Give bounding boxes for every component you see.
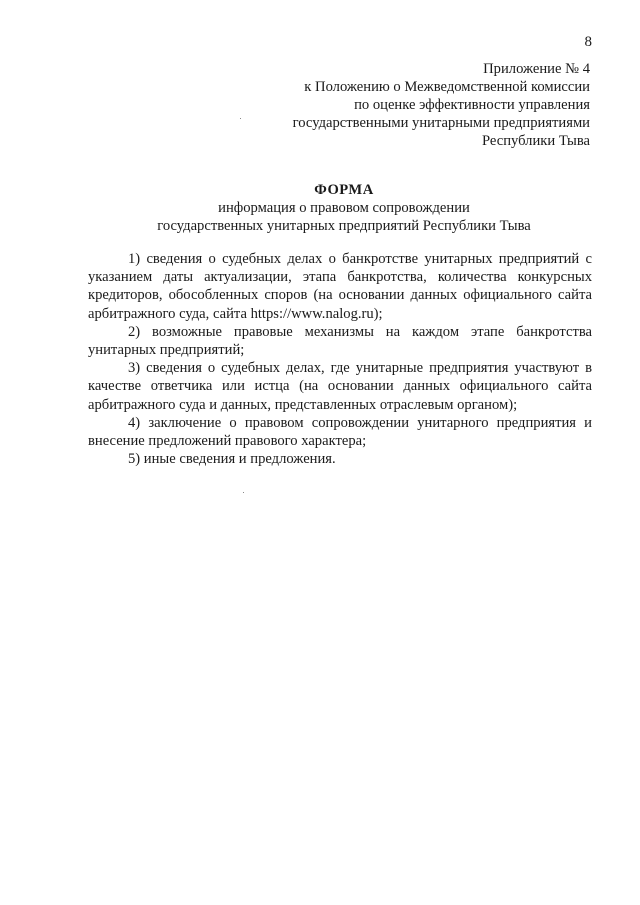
- page-number: 8: [584, 34, 592, 50]
- form-subtitle-line: государственных унитарных предприятий Республики Тыва: [157, 218, 531, 234]
- form-heading: ФОРМА: [314, 182, 374, 198]
- appendix-line: Республики Тыва: [481, 133, 590, 149]
- form-subtitle-line: информация о правовом сопровождении: [218, 200, 470, 216]
- appendix-line: Приложение № 4: [483, 61, 590, 77]
- form-item: 3) сведения о судебных делах, где унитарные предприятия участвуют в качестве ответчика или истца (на основании данных официального сайта арбитражного суда и данных, представленных отраслевым органом);: [88, 360, 592, 413]
- form-item: 1) сведения о судебных делах о банкротстве унитарных предприятий с указанием даты актуализации, этапа банкротства, количества конкурсных кредиторов, обособленных споров (на основании данных официального сайта арбитражного суда, сайта https://www.nalog.ru);: [88, 251, 592, 322]
- form-item: 2) возможные правовые механизмы на каждом этапе банкротства унитарных предприятий;: [88, 323, 592, 359]
- form-items-list: [88, 250, 592, 468]
- scan-speck: [240, 118, 241, 119]
- form-item: 5) иные сведения и предложения.: [128, 451, 336, 468]
- appendix-header: [293, 60, 590, 150]
- scan-speck: [243, 492, 244, 493]
- appendix-line: государственными унитарными предприятиями: [292, 115, 590, 131]
- form-item: 4) заключение о правовом сопровождении унитарного предприятия и внесение предложений правового характера;: [88, 414, 592, 450]
- appendix-line: по оценке эффективности управления: [354, 97, 590, 113]
- form-title-block: [0, 181, 640, 235]
- appendix-line: к Положению о Межведомственной комиссии: [304, 79, 590, 95]
